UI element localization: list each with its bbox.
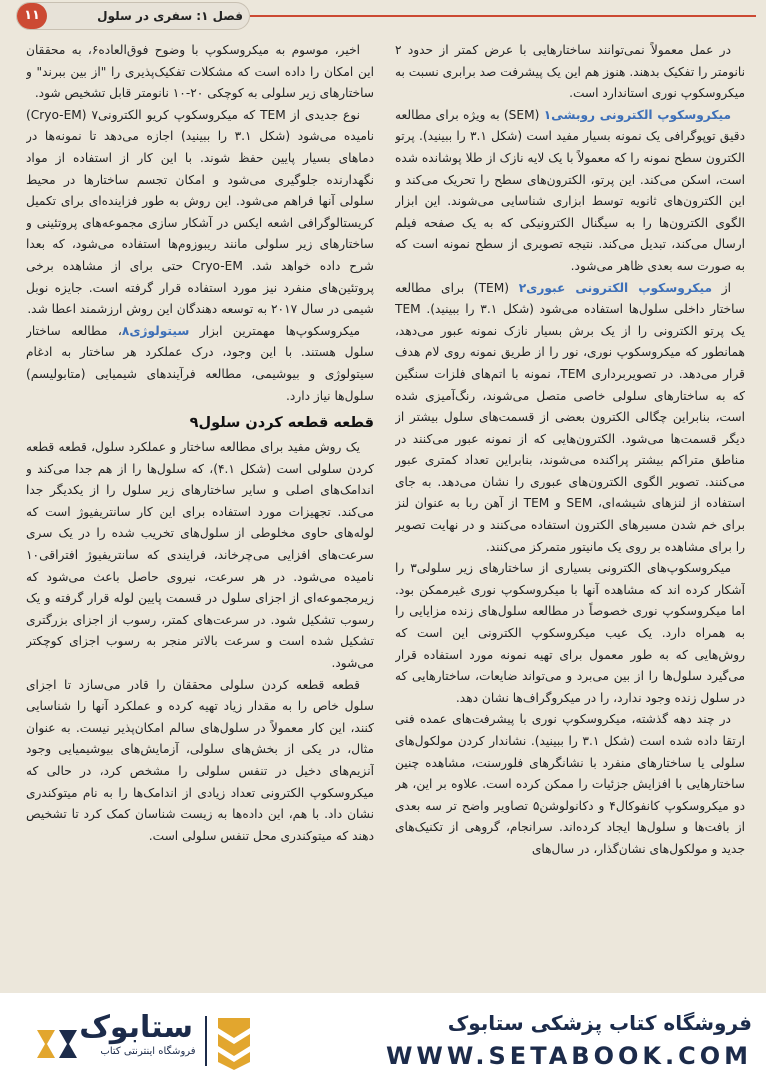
right-paragraph-2: [395, 105, 745, 278]
left-paragraph-3: [26, 321, 374, 407]
left-paragraph-3-before: میکروسکوپ‌ها مهمترین ابزار: [199, 323, 360, 338]
left-column: [26, 40, 374, 985]
right-paragraph-5: در چند دهه گذشته، میکروسکوپ نوری با پیشرفت‌های عمده فنی ارتقا داده شده است (شکل ۳.۱ را ببینید). نشاندار کردن مولکول‌های سلولی یا ساختارهای منفرد با نشانگرهای فلورسنت، مشاهده چنین ساختارهایی با افزایش جزئیات را ممکن کرده است. علاوه بر این، هر دو میکروسکوپ کانفوکال۴ و دکانولوشن۵ تصاویر واضح تر سه بعدی از بافت‌ها و سلول‌ها ایجاد کرده‌اند. سرانجام، گروهی از تکنیک‌های جدید و مولکول‌های نشان‌گذار، در سال‌های: [395, 712, 745, 856]
chapter-title: فصل ۱: سفری در سلول: [97, 9, 243, 23]
logo-separator: [205, 1016, 207, 1066]
store-name: فروشگاه کتاب پزشکی ستابوک: [447, 1011, 752, 1035]
tem-prefix: از: [721, 280, 732, 295]
term-sem: میکروسکوپ الکترونی روبشی۱: [543, 107, 731, 122]
left-paragraph-4: یک روش مفید برای مطالعه ساختار و عملکرد سلول، قطعه قطعه کردن سلولی است (شکل ۴.۱)، که سلول‌ها را از هم جدا می‌کند و اندامک‌های اصلی و سایر ساختارهای زیر سلول را از یکدیگر جدا می‌کند. تجهیزات مورد استفاده برای این کار سانتریفیوژ است که لوله‌های حاوی مخلوطی از سلول‌های تخریب شده را در یک سری سرعت‌های افزایی می‌چرخاند، فرایندی که سانتریفیوژ افتراقی۱۰ نامیده می‌شود. در هر سرعت، نیروی حاصل باعث می‌شود که زیرمجموعه‌ای از اجزای سلول در قسمت پایین لوله قرار گرفته و یک رسوب تشکیل شود. در سرعت‌های کمتر، رسوب از اجزای بزرگتری تشکیل شده است و سرعت بالاتر منجر به رسوب اجزای کوچکتر می‌شود.: [26, 440, 374, 671]
header-pill: [16, 2, 250, 30]
right-paragraph-1: در عمل معمولاً نمی‌توانند ساختارهایی با عرض کمتر از حدود ۲ نانومتر را تفکیک بدهند. هنوز هم این یک پیشرفت صد برابری نسبت به میکروسکوپ نوری استاندارد است.: [395, 43, 745, 101]
left-paragraph-5: قطعه قطعه کردن سلولی محققان را قادر می‌سازد تا اجزای سلول خاص را به مقدار زیاد تهیه کرده و عملکرد آنها را شناسایی کنند، این کار معمولاً در سلول‌های سالم امکان‌پذیر نیست. به عنوان مثال، در یکی از بخش‌های سلولی، آزمایش‌های بیوشیمیایی وجود آنزیم‌های دخیل در تنفس سلولی را مشخص کرد، در حالی که میکروسکوپ الکترونی تعداد زیادی از اندامک‌ها را به نام میتوکندری نشان داد. با هم، این داده‌ها به زیست شناسان کمک کرد تا تشخیص دهند که میتوکندری محل تنفس سلولی است.: [26, 677, 374, 843]
logo-wordmark: ستابوک: [79, 1010, 193, 1045]
section-heading: قطعه قطعه کردن سلول۹: [189, 415, 374, 432]
term-tem: میکروسکوپ الکترونی عبوری۲: [518, 280, 713, 295]
right-paragraph-4: میکروسکوپ‌های الکترونی بسیاری از ساختارهای زیر سلولی۳ را آشکار کرده اند که مشاهده آنها با میکروسکوپ نوری غیرممکن بود. اما میکروسکوپ نوری خصوصاً در مطالعه سلول‌های زنده مزایایی را به همراه دارد. یک عیب میکروسکوپ الکترونی این است که روش‌هایی که به طور معمول برای تهیه نمونه مورد استفاده قرار می‌گیرد سلول‌ها را از بین می‌برد و می‌تواند ضایعات، ساختارهایی که در سلول زنده وجود ندارد، را در میکروگراف‌ها نشان دهد.: [395, 561, 745, 705]
store-url[interactable]: WWW.SETABOOK.COM: [385, 1042, 752, 1070]
left-paragraph-3-after: ، مطالعه ساختار سلول هستند. با این وجود، درک عملکرد هر ساختار به ادغام سیتولوژی و بیوشیمی، مطالعه فرآیندهای شیمیایی (متابولیسم) سلول‌ها نیاز دارد.: [26, 323, 374, 403]
page-header: [0, 0, 766, 30]
right-paragraph-3: [395, 278, 745, 559]
right-column: [395, 40, 745, 985]
left-paragraph-1: اخیر، موسوم به میکروسکوپ با وضوح فوق‌العاده۶، به محققان این امکان را داده است که مشکلات تفکیک‌پذیری را "از بین ببرند" و ساختارهای زیر سلولی به کوچکی ۲۰-۱۰ نانومتر قابل تشخیص شود.: [26, 43, 374, 101]
header-rule: [250, 15, 756, 17]
left-paragraph-2: نوع جدیدی از TEM که میکروسکوپ کریو الکترونی۷ (Cryo-EM) نامیده می‌شود (شکل ۳.۱ را ببینید) اجازه می‌دهد تا نمونه‌ها در دماهای بسیار پایین حفظ شوند. با این کار از استفاده از مواد نگهدارنده جلوگیری می‌شود و امکان تجسم ساختارها در محیط سلولی آنها فراهم می‌شود. این روش به طور فزاینده‌ای برای تکمیل کریستالوگرافی اشعه ایکس در آشکار سازی مجموعه‌های پروتئینی و ساختارهای زیر سلولی مانند ریبوزوم‌ها استفاده می‌شود، که بعدا شرح داده خواهد شد. Cryo-EM حتی برای از مشاهده برخی پروتئین‌های منفرد نیز مورد استفاده قرار گرفته است. جایزه نوبل شیمی در سال ۲۰۱۷ به توسعه دهندگان این روش ارزشمند اعطا شد.: [26, 107, 374, 317]
term-cytology: سیتولوژی۸: [121, 323, 190, 338]
right-paragraph-2-text: (SEM) به ویژه برای مطالعه دقیق توپوگرافی یک نمونه بسیار مفید است (شکل ۳.۱ را ببینید). پرتو الکترون سطح نمونه را که معمولاً با یک لایه نازک از طلا پوشانده شده است، اسکن می‌کند. این پرتو، الکترون‌های سطح را تحریک می‌کند و این الکترون‌های ثانویه توسط ابزاری شناسایی می‌شوند. این ابزار الگوی الکترون‌ها را به سیگنال الکترونیکی که به یک صفحه فیلم ارسال می‌کند، تبدیل می‌کند. نتیجه تصویری از سطح نمونه است که به صورت سه بعدی ظاهر می‌شود.: [395, 107, 745, 273]
chevron-logo-icon: [214, 1014, 254, 1070]
logo-subtitle: فروشگاه اینترنتی کتاب: [100, 1046, 196, 1057]
right-paragraph-3-text: (TEM) برای مطالعه ساختار داخلی سلول‌ها استفاده می‌شود (شکل ۳.۱ را ببینید). TEM یک پرتو الکترونی را از یک برش بسیار نازک نمونه عبور می‌دهد، همانطور که میکروسکوپ نوری، نور را از طریق نمونه روی لام هدف قرار می‌دهد. در تصویربرداری TEM، نمونه با اتم‌های فلزات سنگین که به ساختارهای سلولی خاصی متصل می‌شوند، رنگ‌آمیزی شده است، بنابراین چگالی الکترون بعضی از قسمت‌های سلول بیشتر از دیگر قسمت‌ها می‌شود. الکترون‌هایی که از نمونه عبور می‌کنند در مناطق متراکم بیشتر پراکنده می‌شوند، بنابراین تعداد کمتری عبور می‌کنند. تصویر الگوی الکترون‌های عبوری را نشان می‌دهد. به جای استفاده از لنزهای شیشه‌ای، SEM و TEM از آهن ربا به عنوان لنز برای خم شدن مسیرهای الکترون استفاده می‌کنند و در نهایت تصویر را برای مشاهده بر روی یک مانیتور متمرکز می‌کنند.: [395, 280, 745, 554]
page-number: ۱۱: [17, 3, 47, 29]
